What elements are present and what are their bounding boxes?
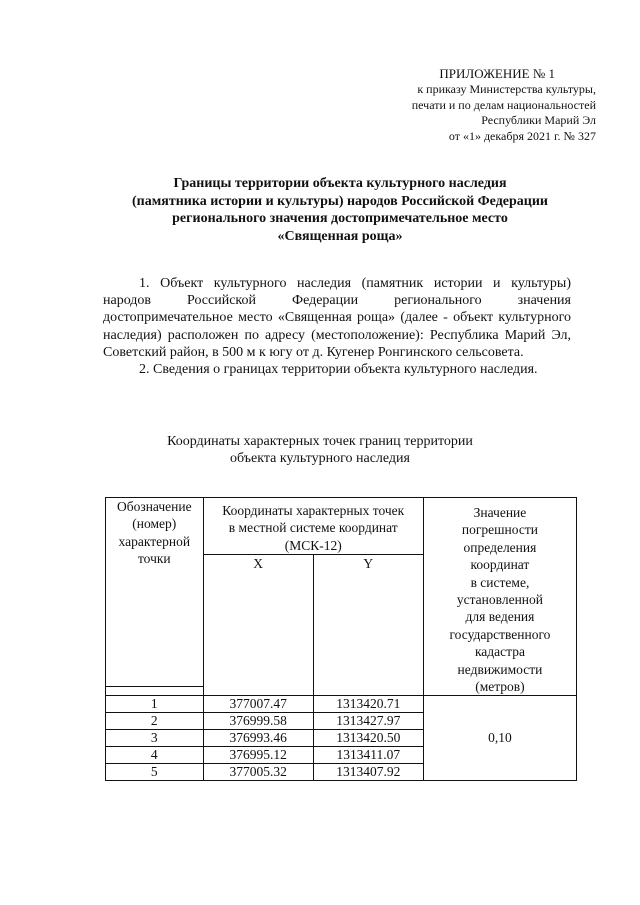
accuracy-value: 0,10 — [423, 696, 576, 781]
title-line: «Священная роща» — [277, 228, 403, 244]
coord-x: 377005.32 — [203, 764, 313, 781]
coord-y: 1313420.71 — [313, 696, 423, 713]
header-text: кадастра — [474, 644, 525, 660]
header-text: в системе, — [470, 574, 530, 590]
header-text: для ведения — [465, 609, 535, 625]
coord-x: 376993.46 — [203, 730, 313, 747]
appendix-title: ПРИЛОЖЕНИЕ № 1 — [439, 66, 555, 81]
header-text: установленной — [456, 592, 543, 608]
point-number: 1 — [106, 696, 204, 713]
header-y: Y — [313, 555, 423, 696]
header-designation — [106, 498, 204, 687]
header-accuracy — [423, 498, 576, 696]
header-coordinates — [203, 498, 423, 555]
header-text: (номер) — [132, 516, 177, 532]
coord-y: 1313420.50 — [313, 730, 423, 747]
title-line: регионального значения достопримечательное место — [172, 211, 508, 226]
header-text: Значение — [473, 505, 527, 520]
document-body — [103, 275, 571, 378]
header-text: Обозначение — [117, 499, 192, 514]
title-line: (памятника истории и культуры) народов Российской Федерации — [132, 193, 548, 209]
header-text: характерной — [118, 533, 191, 549]
header-text: государственного — [449, 626, 551, 642]
appendix-line: Республики Марий Эл — [481, 113, 596, 127]
appendix-line: печати и по делам национальностей — [411, 97, 596, 112]
title-line: Границы территории объекта культурного наследия — [173, 176, 507, 191]
header-text: в местной системе координат — [228, 520, 398, 536]
header-text: координат — [470, 557, 530, 573]
coord-x: 376999.58 — [203, 713, 313, 730]
appendix-header — [370, 66, 596, 144]
paragraph-1: 1. Объект культурного наследия (памятник истории и культуры) народов Российской Федерации регионального значения достопримечательное место «Священная роща» (далее - объект культурного наследия) расположен по адресу (местоположение): Республика Марий Эл, Советский район, в 500 м к югу от д. Кугенер Ронгинского сельсовета. — [103, 276, 571, 360]
coord-y: 1313427.97 — [313, 713, 423, 730]
paragraph-2: 2. Сведения о границах территории объекта культурного наследия. — [139, 362, 538, 378]
header-text: (метров) — [475, 679, 525, 695]
header-text: погрешности — [461, 522, 538, 538]
point-number: 3 — [106, 730, 204, 747]
table-row — [106, 696, 577, 713]
point-number: 2 — [106, 713, 204, 730]
appendix-line: от «1» декабря 2021 г. № 327 — [448, 128, 596, 143]
header-designation-filler — [106, 686, 204, 696]
coordinates-table — [105, 497, 577, 781]
header-text: (МСК-12) — [284, 537, 342, 553]
appendix-line: к приказу Министерства культуры, — [417, 82, 596, 96]
header-x: X — [203, 555, 313, 696]
table-caption — [120, 433, 520, 467]
header-text: недвижимости — [457, 661, 543, 677]
coord-x: 377007.47 — [203, 696, 313, 713]
header-text: точки — [137, 551, 171, 567]
caption-line: объекта культурного наследия — [230, 451, 410, 466]
coord-x: 376995.12 — [203, 747, 313, 764]
point-number: 4 — [106, 747, 204, 764]
point-number: 5 — [106, 764, 204, 781]
coord-y: 1313411.07 — [313, 747, 423, 764]
header-text: определения — [463, 539, 537, 555]
caption-line: Координаты характерных точек границ территории — [167, 434, 473, 449]
header-text: Координаты характерных точек — [222, 503, 405, 518]
coord-y: 1313407.92 — [313, 764, 423, 781]
document-title — [60, 175, 620, 245]
